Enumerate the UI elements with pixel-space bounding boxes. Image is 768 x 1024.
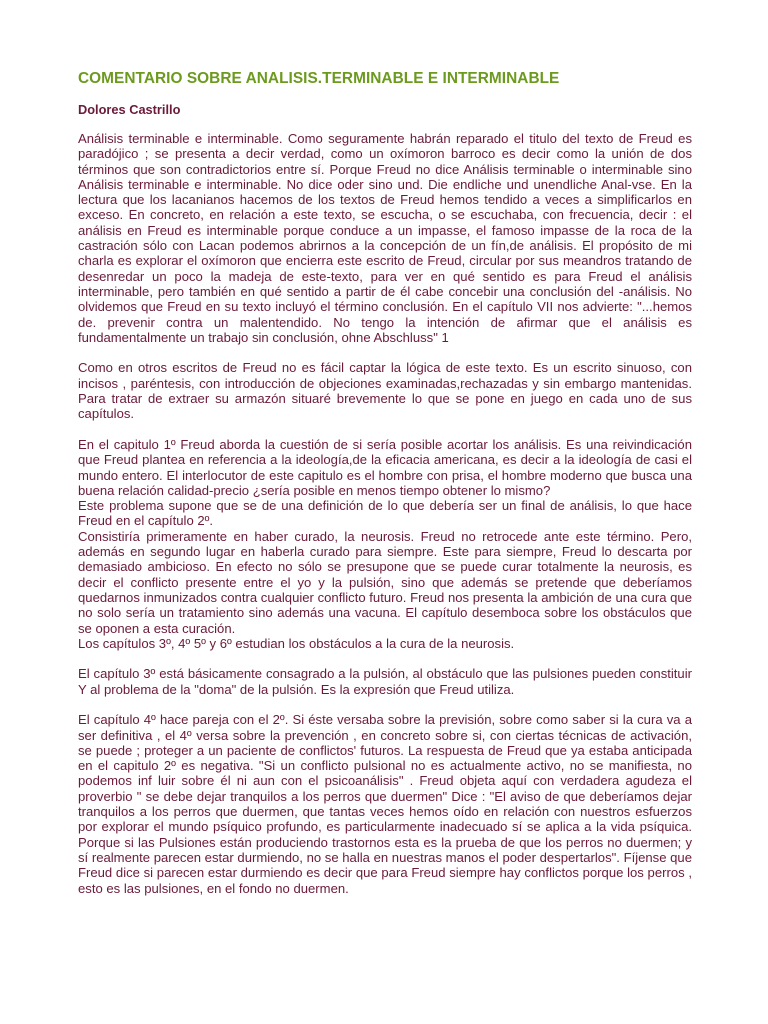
paragraph-chapter-4: El capítulo 4º hace pareja con el 2º. Si éste versaba sobre la previsión, sobre como saber si la cura va a ser definitiva , el 4º versa sobre la prevención , en concreto sobre si, con ciertas técnicas de activación, se puede ; proteger a un paciente de conflictos' futuros. La respuesta de Freud que ya estaba anticipada en el capitulo 2º es negativa. "Si un conflicto pulsional no es actualmente activo, no se manifiesta, no podemos inf luir sobre él ni aun con el psicoanálisis" . Freud objeta aquí con verdadera agudeza el proverbio " se debe dejar tranquilos a los perros que duermen" Dice : "El aviso de que deberíamos dejar tranquilos a los perros que duermen, que tantas veces hemos oído en relación con nuestros esfuerzos por explorar el mundo psíquico profundo, es particularmente inadecuado sí se aplica a la vida psíquica. Porque si las Pulsiones están produciendo trastornos esta es la prueba de que los perros no duermen; y sí realmente parecen estar durmiendo, no se halla en nuestras manos el poder despertarlos". Fíjense que Freud dice si parecen estar durmiendo es decir que para Freud siempre hay conflictos porque los perros , esto es las pulsiones, en el fondo no duermen. [78,712,692,896]
paragraph-structure: Como en otros escritos de Freud no es fácil captar la lógica de este texto. Es un escrito sinuoso, con incisos , paréntesis, con introducción de objeciones examinadas,rechazadas y sin embargo mantenidas. Para tratar de extraer su armazón situaré brevemente lo que se pone en juego en cada uno de sus capítulos. [78,360,692,422]
document-author: Dolores Castrillo [78,102,181,117]
document-title: COMENTARIO SOBRE ANALISIS.TERMINABLE E INTERMINABLE [78,70,560,87]
paragraph-chapters-3-6: Los capítulos 3º, 4º 5º y 6º estudian los obstáculos a la cura de la neurosis. [78,635,515,651]
paragraph-chapter-2: Consistiría primeramente en haber curado, la neurosis. Freud no retrocede ante este término. Pero, además en segundo lugar en haberla curado para siempre. Este para siempre, Freud lo descarta por demasiado ambicioso. En efecto no sólo se presupone que se puede curar totalmente la neurosis, es decir el conflicto presente entre el yo y la pulsión, sino que además se pretende que deberíamos quedarnos inmunizados contra cualquier conflicto futuro. Freud nos presenta la ambición de una cura que no solo sería un tratamiento sino además una vacuna. El capítulo desemboca sobre los obstáculos que se oponen a esta curación. [78,528,692,636]
paragraph-chapter-1: En el capitulo 1º Freud aborda la cuestión de si sería posible acortar los análisis. Es una reivindicación que Freud plantea en referencia a la ideología,de la eficacia americana, es decir a la ideología de casi el mundo entero. El interlocutor de este capitulo es el hombre con prisa, el hombre moderno que busca una buena relación calidad-precio ¿sería posible en menos tiempo obtener lo mismo? [78,436,692,498]
document-page [78,68,692,911]
paragraph-problem: Este problema supone que se de una definición de lo que debería ser un final de análisis, lo que hace Freud en el capítulo 2º. [78,498,692,529]
paragraph-chapter-3: El capítulo 3º está básicamente consagrado a la pulsión, al obstáculo que las pulsiones pueden constituir Y al problema de la "doma" de la pulsión. Es la expresión que Freud utiliza. [78,666,692,697]
paragraph-intro: Análisis terminable e interminable. Como seguramente habrán reparado el titulo del texto de Freud es paradójico ; se presenta a decir verdad, como un oxímoron barroco es decir como la unión de dos términos que son contradictorios entre sí. Porque Freud no dice Análisis terminable o interminable sino Análisis terminable e interminable. No dice oder sino und. Die endliche und unendliche Anal-vse. En la lectura que los lacanianos hacemos de los textos de Freud hemos tendido a veces a simplificarlos en exceso. En concreto, en relación a este texto, se escucha, o se escuchaba, con frecuencia, decir : el análisis en Freud es interminable porque conduce a un impasse, el famoso impasse de la roca de la castración sólo con Lacan podemos abrirnos a la concepción de un fín,de análisis. El propósito de mi charla es explorar el oxímoron que encierra este escrito de Freud, circular por sus meandros tratando de desenredar un poco la madeja de este-texto, para ver en qué sentido es para Freud el análisis interminable, pero también en qué sentido a partir de él cabe concebir una conclusión del -análisis. No olvidemos que Freud en su texto incluyó el término conclusión. En el capítulo VII nos advierte: "...hemos de. prevenir contra un malentendido. No tengo la intención de afirmar que el análisis es fundamentalmente un trabajo sin conclusión, ohne Abschluss" 1 [78,131,692,345]
